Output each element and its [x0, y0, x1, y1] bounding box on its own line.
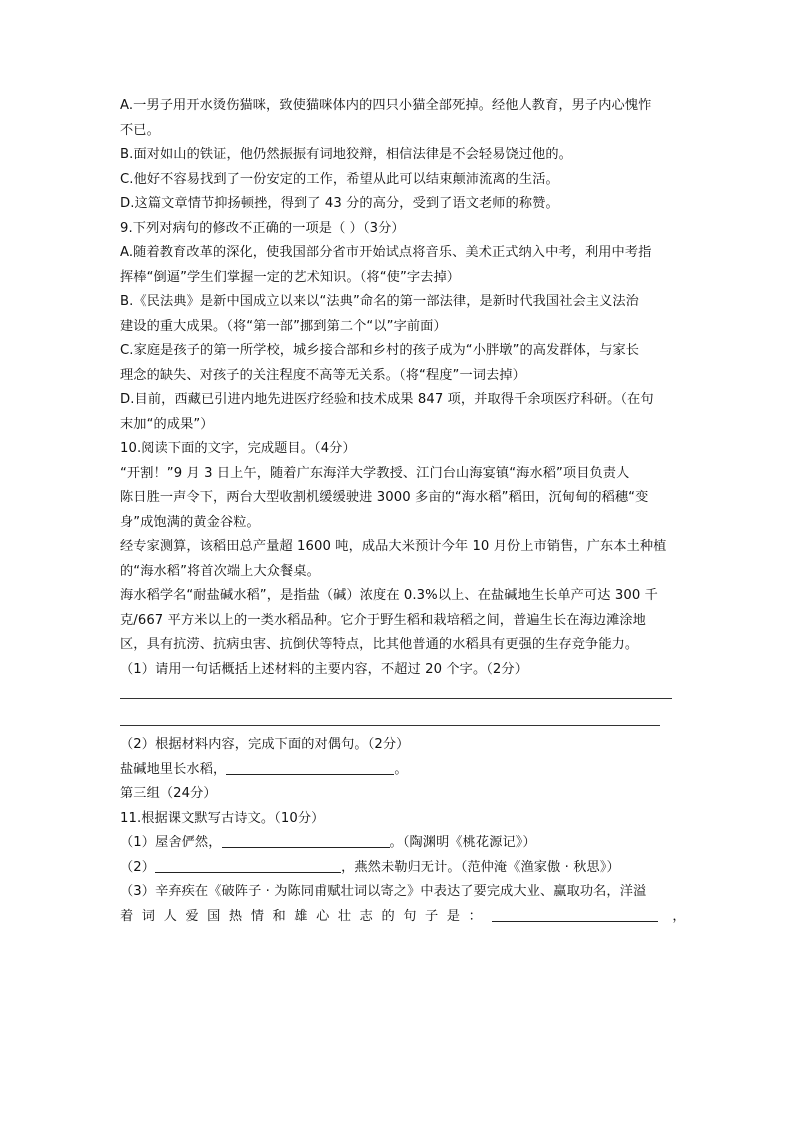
q10-title: 10.阅读下面的文字，完成题目。（4分）: [120, 441, 356, 456]
exam-content: [120, 94, 686, 929]
q9-option-b-line2: 建设的重大成果。（将“第一部”挪到第二个“以”字前面）: [120, 318, 447, 334]
q10-passage-line1: “开割！”9 月 3 日上午，随着广东海洋大学教授、江门台山海宴镇“海水稻”项目负责人: [120, 465, 630, 481]
q11-item3-line1: （3）辛弃疾在《破阵子 · 为陈同甫赋壮词以寄之》中表达了要完成大业、赢取功名，洋溢: [120, 884, 647, 899]
q9-option-a-line2: 挥棒“倒逼”学生们掌握一定的艺术知识。（将“使”字去掉）: [120, 269, 461, 285]
q11-title: 11.根据课文默写古诗文。（10分）: [120, 810, 325, 826]
q9-option-d-line2: 末加“的成果”）: [120, 416, 214, 432]
q10-passage-line8: 区，具有抗涝、抗病虫害、抗倒伏等特点，比其他普通的水稻具有更强的生存竞争能力。: [120, 637, 639, 652]
q10-passage-line5: 的“海水稻”将首次端上大众餐桌。: [120, 563, 320, 579]
q10-passage-line3: 身”成饱满的黄金谷粒。: [120, 514, 260, 530]
q11-item3-line2: [120, 905, 686, 930]
q11-item3-line2-text: 着词人爱国热情和雄心壮志的句子是：: [120, 908, 491, 924]
q10-passage-line4: 经专家测算，该稻田总产量超 1600 吨，成品大米预计今年 10 月份上市销售，广东本土种植: [120, 539, 667, 554]
q11-item1-blank[interactable]: [222, 832, 390, 848]
q8-option-a-line1: A.一男子用开水烫伤猫咪，致使猫咪体内的四只小猫全部死掉。经他人教育，男子内心愧怍: [120, 98, 652, 113]
q11-item3-blank[interactable]: [492, 906, 658, 922]
group3-title: 第三组（24分）: [120, 786, 217, 801]
q10-passage-line7: 克/667 平方米以上的一类水稻品种。它介于野生稻和栽培稻之间，普遍生长在海边滩涂地: [120, 612, 646, 628]
q10-sub2-end: 。: [394, 761, 408, 777]
q8-option-b: B.面对如山的铁证，他仍然振振有词地狡辩，相信法律是不会轻易饶过他的。: [120, 147, 572, 162]
q9-option-a-line1: A.随着教育改革的深化，使我国部分省市开始试点将音乐、美术正式纳入中考，利用中考指: [120, 245, 652, 260]
q10-sub1: （1）请用一句话概括上述材料的主要内容，不超过 20 个字。（2分）: [120, 661, 528, 677]
q10-passage-line6: 海水稻学名“耐盐碱水稻”，是指盐（碱）浓度在 0.3%以上、在盐碱地生长单产可达 300 千: [120, 588, 658, 603]
q10-sub2: （2）根据材料内容，完成下面的对偶句。（2分）: [120, 737, 410, 752]
q8-option-c: C.他好不容易找到了一份安定的工作，希望从此可以结束颠沛流离的生活。: [120, 171, 559, 187]
q11-item2-pre: （2）: [120, 859, 156, 875]
q10-sub2-prompt: 盐碱地里长水稻，: [120, 761, 227, 777]
q9-option-c-line2: 理念的缺失、对孩子的关注程度不高等无关系。（将“程度”一词去掉）: [120, 367, 526, 383]
q8-option-d: D.这篇文章情节抑扬顿挫，得到了 43 分的高分，受到了语文老师的称赞。: [120, 196, 559, 211]
q9-option-d-line1: D.目前，西藏已引进内地先进医疗经验和技术成果 847 项，并取得千余项医疗科研。（在句: [120, 392, 654, 407]
q11-item1-pre: （1）屋舍俨然，: [120, 835, 222, 850]
q11-item3-end: ，: [672, 908, 686, 924]
q11-item2-post: ，燕然未勒归无计。（范仲淹《渔家傲 · 秋思》）: [341, 859, 620, 875]
q10-sub2-blank[interactable]: [226, 759, 394, 775]
q9-title: 9.下列对病句的修改不正确的一项是（ ）（3分）: [120, 220, 405, 236]
q11-item1: [120, 831, 675, 856]
q9-option-b-line1: B.《民法典》是新中国成立以来以“法典”命名的第一部法律，是新时代我国社会主义法治: [120, 294, 639, 309]
q11-item2: [120, 856, 675, 881]
q10-passage-line2: 陈日胜一声令下，两台大型收割机缓缓驶进 3000 多亩的“海水稻”稻田，沉甸甸的稻穗“变: [120, 490, 649, 505]
q11-item2-blank[interactable]: [155, 857, 341, 873]
q8-option-a-line2: 不已。: [120, 122, 160, 138]
q11-item1-post: 。（陶渊明《桃花源记》）: [389, 835, 536, 850]
q9-option-c-line1: C.家庭是孩子的第一所学校，城乡接合部和乡村的孩子成为“小胖墩”的高发群体，与家长: [120, 343, 640, 358]
q10-sub2-answer-row: [120, 758, 675, 783]
